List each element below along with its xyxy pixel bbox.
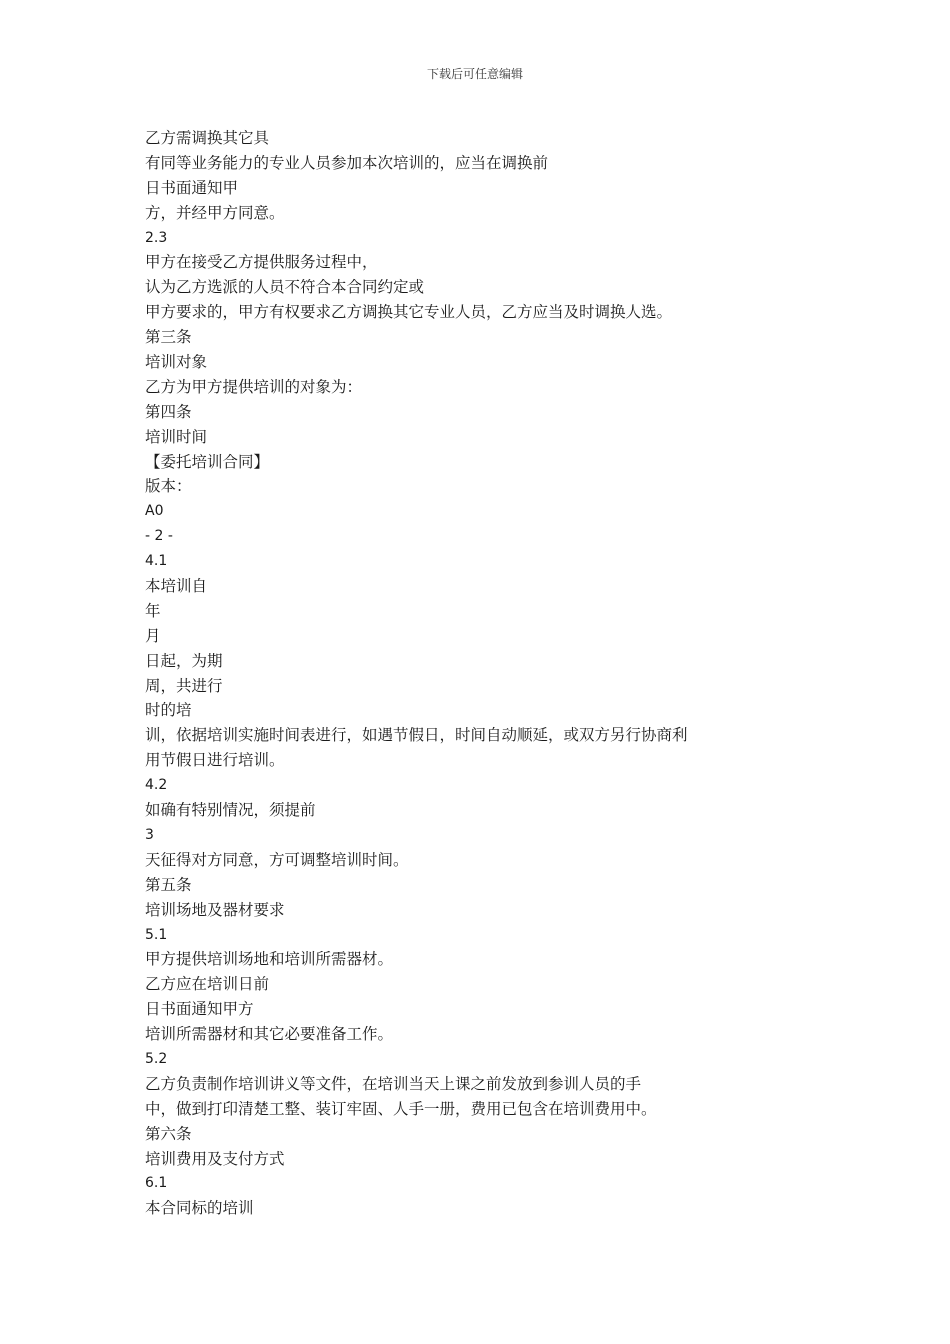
article-title: 培训场地及器材要求	[145, 900, 285, 919]
body-line: 训，依据培训实施时间表进行，如遇节假日，时间自动顺延，或双方另行协商利	[145, 726, 688, 745]
clause-number: 5.2	[145, 1050, 168, 1067]
body-line: 天征得对方同意，方可调整培训时间。	[145, 850, 409, 869]
body-line: 方，并经甲方同意。	[145, 203, 285, 222]
contract-title: 【委托培训合同】	[145, 452, 270, 471]
body-line: 本合同标的培训	[145, 1199, 254, 1218]
article-title: 培训费用及支付方式	[145, 1149, 285, 1168]
body-line: 乙方为甲方提供培训的对象为：	[145, 377, 363, 396]
article-title: 培训时间	[145, 427, 208, 446]
article-heading: 第五条	[145, 875, 192, 894]
body-line: 甲方在接受乙方提供服务过程中，	[145, 253, 378, 272]
body-line: 日书面通知甲	[145, 178, 239, 197]
body-line: 时的培	[145, 701, 192, 720]
version-value: A0	[145, 503, 164, 520]
body-line: 乙方需调换其它具	[145, 129, 270, 147]
article-heading: 第三条	[145, 328, 192, 347]
body-line: 乙方负责制作培训讲义等文件，在培训当天上课之前发放到参训人员的手	[145, 1074, 642, 1093]
document-body	[145, 126, 785, 1221]
body-line: 本培训自	[145, 577, 208, 596]
version-label: 版本：	[145, 477, 192, 496]
article-title: 培训对象	[145, 353, 208, 372]
body-line: 周，共进行	[145, 676, 223, 695]
clause-number: 4.1	[145, 553, 168, 570]
body-line: 如确有特别情况，须提前	[145, 801, 316, 820]
body-line: 日起，为期	[145, 651, 223, 670]
article-heading: 第四条	[145, 402, 192, 421]
body-line: 甲方要求的，甲方有权要求乙方调换其它专业人员，乙方应当及时调换人选。	[145, 303, 673, 322]
body-line: 日书面通知甲方	[145, 1000, 254, 1019]
page-header-note: 下载后可任意编辑	[426, 67, 523, 81]
body-line: 培训所需器材和其它必要准备工作。	[145, 1025, 394, 1044]
body-line: 甲方提供培训场地和培训所需器材。	[145, 950, 394, 969]
body-line: 月	[145, 626, 161, 645]
page-number: - 2 -	[145, 528, 173, 545]
clause-number: 4.2	[145, 777, 168, 794]
clause-number: 6.1	[145, 1175, 168, 1192]
clause-number: 2.3	[145, 229, 168, 246]
article-heading: 第六条	[145, 1124, 192, 1143]
body-line: 用节假日进行培训。	[145, 751, 285, 770]
body-line: 年	[145, 601, 161, 620]
body-line: 认为乙方选派的人员不符合本合同约定或	[145, 278, 425, 297]
body-number: 3	[145, 826, 154, 843]
clause-number: 5.1	[145, 926, 168, 943]
body-line: 中，做到打印清楚工整、装订牢固、人手一册，费用已包含在培训费用中。	[145, 1099, 657, 1118]
body-line: 有同等业务能力的专业人员参加本次培训的，应当在调换前	[145, 153, 549, 172]
body-line: 乙方应在培训日前	[145, 975, 270, 994]
